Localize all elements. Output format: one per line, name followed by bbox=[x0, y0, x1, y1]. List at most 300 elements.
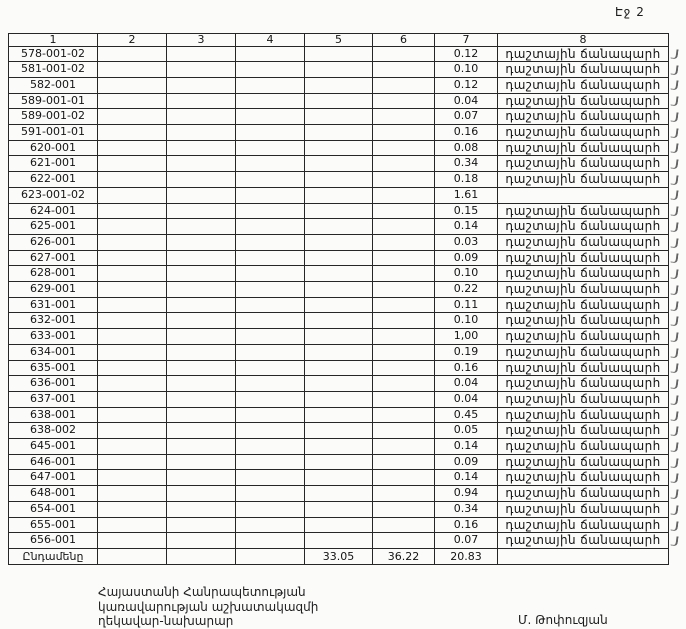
empty-cell bbox=[167, 266, 236, 282]
table-row bbox=[9, 454, 669, 470]
empty-cell bbox=[373, 423, 435, 439]
scan-edge-mark bbox=[670, 222, 678, 233]
land-type: դաշտային ճանապարհ bbox=[498, 156, 669, 172]
empty-cell bbox=[167, 329, 236, 345]
land-type: դաշտային ճանապարհ bbox=[498, 297, 669, 313]
table-row bbox=[9, 250, 669, 266]
empty-cell bbox=[305, 187, 373, 203]
land-type: դաշտային ճանապարհ bbox=[498, 77, 669, 93]
empty-cell bbox=[373, 140, 435, 156]
empty-cell bbox=[236, 266, 305, 282]
parcel-code: 635-001 bbox=[9, 360, 98, 376]
parcel-code: 621-001 bbox=[9, 156, 98, 172]
empty-cell bbox=[236, 297, 305, 313]
empty-cell bbox=[305, 486, 373, 502]
parcel-code: 634-001 bbox=[9, 344, 98, 360]
column-number-row bbox=[9, 34, 669, 47]
empty-cell bbox=[167, 533, 236, 549]
land-type: դաշտային ճանապարհ bbox=[498, 234, 669, 250]
empty-cell bbox=[167, 439, 236, 455]
area-value: 0.34 bbox=[435, 501, 498, 517]
empty-cell bbox=[236, 486, 305, 502]
scan-edge-mark bbox=[670, 284, 678, 295]
empty-cell bbox=[373, 360, 435, 376]
empty-cell bbox=[373, 266, 435, 282]
land-type: դաշտային ճանապարհ bbox=[498, 172, 669, 188]
signatory-title-line: կառավարության աշխատակազմի bbox=[98, 599, 319, 614]
scan-edge-artifacts bbox=[670, 47, 684, 567]
empty-cell bbox=[373, 156, 435, 172]
empty-cell bbox=[373, 234, 435, 250]
empty-cell bbox=[236, 234, 305, 250]
empty-cell bbox=[236, 172, 305, 188]
parcel-code: 647-001 bbox=[9, 470, 98, 486]
empty-cell bbox=[167, 156, 236, 172]
scan-edge-mark bbox=[670, 426, 678, 437]
empty-cell bbox=[305, 234, 373, 250]
empty-cell bbox=[98, 203, 167, 219]
table-row bbox=[9, 156, 669, 172]
table-row bbox=[9, 203, 669, 219]
scan-edge-mark bbox=[670, 504, 678, 515]
scan-edge-mark bbox=[670, 410, 678, 421]
area-value: 0.12 bbox=[435, 46, 498, 62]
table-row bbox=[9, 439, 669, 455]
empty-cell bbox=[305, 439, 373, 455]
empty-cell bbox=[373, 439, 435, 455]
empty-cell bbox=[98, 62, 167, 78]
parcel-code: 629-001 bbox=[9, 282, 98, 298]
land-type: դաշտային ճանապարհ bbox=[498, 391, 669, 407]
area-value: 0.03 bbox=[435, 234, 498, 250]
empty-cell bbox=[236, 46, 305, 62]
land-type: դաշտային ճանապարհ bbox=[498, 439, 669, 455]
scan-edge-mark bbox=[670, 442, 678, 453]
parcel-code: 632-001 bbox=[9, 313, 98, 329]
parcel-code: 655-001 bbox=[9, 517, 98, 533]
scan-edge-mark bbox=[670, 49, 678, 60]
parcel-code: 656-001 bbox=[9, 533, 98, 549]
land-type: դաշտային ճանապարհ bbox=[498, 360, 669, 376]
parcel-code: 646-001 bbox=[9, 454, 98, 470]
empty-cell bbox=[98, 391, 167, 407]
empty-cell bbox=[305, 376, 373, 392]
table-row bbox=[9, 470, 669, 486]
empty-cell bbox=[373, 533, 435, 549]
scan-edge-mark bbox=[670, 80, 678, 91]
empty-cell bbox=[167, 62, 236, 78]
empty-cell bbox=[167, 549, 236, 565]
parcel-code: 624-001 bbox=[9, 203, 98, 219]
empty-cell bbox=[305, 313, 373, 329]
scan-edge-mark bbox=[670, 159, 678, 170]
empty-cell bbox=[373, 329, 435, 345]
land-type: դաշտային ճանապարհ bbox=[498, 282, 669, 298]
area-value: 0.11 bbox=[435, 297, 498, 313]
scan-edge-mark bbox=[670, 457, 678, 468]
empty-cell bbox=[167, 109, 236, 125]
scan-edge-mark bbox=[670, 253, 678, 264]
empty-cell bbox=[305, 329, 373, 345]
parcel-code: 654-001 bbox=[9, 501, 98, 517]
table-row bbox=[9, 391, 669, 407]
table-row bbox=[9, 219, 669, 235]
scan-edge-mark bbox=[670, 520, 678, 531]
land-type bbox=[498, 187, 669, 203]
signatory-title-line: ղեկավար-նախարար bbox=[98, 614, 234, 628]
empty-cell bbox=[167, 297, 236, 313]
empty-cell bbox=[373, 77, 435, 93]
column-number-4: 4 bbox=[236, 34, 305, 47]
empty-cell bbox=[98, 172, 167, 188]
empty-cell bbox=[236, 156, 305, 172]
empty-cell bbox=[236, 203, 305, 219]
empty-cell bbox=[305, 93, 373, 109]
empty-cell bbox=[167, 46, 236, 62]
empty-cell bbox=[373, 454, 435, 470]
area-value: 1.61 bbox=[435, 187, 498, 203]
empty-cell bbox=[236, 125, 305, 141]
empty-cell bbox=[305, 454, 373, 470]
parcel-code: 589-001-02 bbox=[9, 109, 98, 125]
scan-edge-mark bbox=[670, 473, 678, 484]
land-type: դաշտային ճանապարհ bbox=[498, 313, 669, 329]
table-row bbox=[9, 407, 669, 423]
area-value: 0.04 bbox=[435, 93, 498, 109]
table-row bbox=[9, 140, 669, 156]
empty-cell bbox=[236, 549, 305, 565]
empty-cell bbox=[236, 470, 305, 486]
parcel-code: 625-001 bbox=[9, 219, 98, 235]
empty-cell bbox=[236, 376, 305, 392]
table-row bbox=[9, 297, 669, 313]
scan-edge-mark bbox=[670, 237, 678, 248]
empty-cell bbox=[98, 470, 167, 486]
table-row bbox=[9, 109, 669, 125]
scan-edge-mark bbox=[670, 332, 678, 343]
land-type: դաշտային ճանապարհ bbox=[498, 46, 669, 62]
empty-cell bbox=[373, 391, 435, 407]
empty-cell bbox=[98, 533, 167, 549]
area-value: 0.10 bbox=[435, 62, 498, 78]
empty-cell bbox=[98, 549, 167, 565]
empty-cell bbox=[167, 250, 236, 266]
area-value: 0.22 bbox=[435, 282, 498, 298]
scan-edge-mark bbox=[670, 96, 678, 107]
scan-edge-mark bbox=[670, 536, 678, 547]
scan-edge-mark bbox=[670, 174, 678, 185]
empty-cell bbox=[236, 219, 305, 235]
scan-edge-mark bbox=[670, 64, 678, 75]
land-type: դաշտային ճանապարհ bbox=[498, 266, 669, 282]
empty-cell bbox=[98, 454, 167, 470]
empty-cell bbox=[236, 187, 305, 203]
empty-cell bbox=[167, 423, 236, 439]
table-row bbox=[9, 125, 669, 141]
empty-cell bbox=[373, 250, 435, 266]
empty-cell bbox=[373, 172, 435, 188]
table-row bbox=[9, 266, 669, 282]
empty-cell bbox=[373, 219, 435, 235]
area-value: 0.10 bbox=[435, 313, 498, 329]
signatory-title-line: Հայաստանի Հանրապետության bbox=[98, 585, 306, 599]
area-value: 0.09 bbox=[435, 454, 498, 470]
table-row bbox=[9, 533, 669, 549]
parcel-code: 622-001 bbox=[9, 172, 98, 188]
parcel-code: 636-001 bbox=[9, 376, 98, 392]
empty-cell bbox=[236, 62, 305, 78]
parcel-code: 578-001-02 bbox=[9, 46, 98, 62]
land-type: դաշտային ճանապարհ bbox=[498, 125, 669, 141]
scan-edge-mark bbox=[670, 206, 678, 217]
parcel-code: 633-001 bbox=[9, 329, 98, 345]
empty-cell bbox=[98, 517, 167, 533]
area-value: 0.19 bbox=[435, 344, 498, 360]
signatory-title-block bbox=[98, 585, 318, 629]
area-value: 0.14 bbox=[435, 439, 498, 455]
land-type: դաշտային ճանապարհ bbox=[498, 219, 669, 235]
empty-cell bbox=[305, 344, 373, 360]
empty-cell bbox=[305, 46, 373, 62]
parcel-code: 637-001 bbox=[9, 391, 98, 407]
empty-cell bbox=[167, 203, 236, 219]
empty-cell bbox=[98, 109, 167, 125]
empty-cell bbox=[167, 77, 236, 93]
empty-cell bbox=[305, 360, 373, 376]
table-row bbox=[9, 172, 669, 188]
parcel-code: 628-001 bbox=[9, 266, 98, 282]
scan-edge-mark bbox=[670, 316, 678, 327]
area-value: 0.18 bbox=[435, 172, 498, 188]
empty-cell bbox=[98, 234, 167, 250]
empty-cell bbox=[236, 533, 305, 549]
empty-cell bbox=[236, 501, 305, 517]
empty-cell bbox=[98, 282, 167, 298]
table-row bbox=[9, 376, 669, 392]
land-type: դաշտային ճանապարհ bbox=[498, 109, 669, 125]
empty-cell bbox=[305, 470, 373, 486]
empty-cell bbox=[167, 407, 236, 423]
table-row bbox=[9, 77, 669, 93]
parcel-code: 638-001 bbox=[9, 407, 98, 423]
empty-cell bbox=[98, 501, 167, 517]
empty-cell bbox=[305, 297, 373, 313]
empty-cell bbox=[98, 77, 167, 93]
area-value: 0.14 bbox=[435, 219, 498, 235]
empty-cell bbox=[236, 517, 305, 533]
table-row bbox=[9, 93, 669, 109]
table-row bbox=[9, 517, 669, 533]
area-value: 0.07 bbox=[435, 109, 498, 125]
empty-cell bbox=[236, 344, 305, 360]
empty-cell bbox=[167, 219, 236, 235]
parcel-code: 648-001 bbox=[9, 486, 98, 502]
table-row bbox=[9, 282, 669, 298]
empty-cell bbox=[236, 140, 305, 156]
column-number-2: 2 bbox=[98, 34, 167, 47]
empty-cell bbox=[305, 109, 373, 125]
empty-cell bbox=[236, 329, 305, 345]
empty-cell bbox=[236, 423, 305, 439]
empty-cell bbox=[236, 360, 305, 376]
empty-cell bbox=[305, 140, 373, 156]
scan-edge-mark bbox=[670, 379, 678, 390]
total-label: Ընդամենը bbox=[9, 549, 98, 565]
area-value: 1,00 bbox=[435, 329, 498, 345]
empty-cell bbox=[305, 266, 373, 282]
empty-cell bbox=[98, 376, 167, 392]
area-value: 0.05 bbox=[435, 423, 498, 439]
area-value: 0.34 bbox=[435, 156, 498, 172]
area-value: 0.16 bbox=[435, 517, 498, 533]
empty-cell bbox=[305, 62, 373, 78]
table-row bbox=[9, 329, 669, 345]
empty-cell bbox=[305, 407, 373, 423]
land-type: դաշտային ճանապարհ bbox=[498, 250, 669, 266]
empty-cell bbox=[167, 376, 236, 392]
land-type: դաշտային ճանապարհ bbox=[498, 470, 669, 486]
empty-cell bbox=[98, 187, 167, 203]
empty-cell bbox=[98, 486, 167, 502]
empty-cell bbox=[98, 93, 167, 109]
scan-edge-mark bbox=[670, 394, 678, 405]
empty-cell bbox=[373, 203, 435, 219]
table-row bbox=[9, 423, 669, 439]
empty-cell bbox=[167, 501, 236, 517]
column-number-6: 6 bbox=[373, 34, 435, 47]
empty-cell bbox=[373, 407, 435, 423]
empty-cell bbox=[305, 203, 373, 219]
column-number-3: 3 bbox=[167, 34, 236, 47]
land-type: դաշտային ճանապարհ bbox=[498, 501, 669, 517]
empty-cell bbox=[373, 282, 435, 298]
empty-cell bbox=[305, 282, 373, 298]
area-value: 0.94 bbox=[435, 486, 498, 502]
empty-cell bbox=[167, 93, 236, 109]
table-row bbox=[9, 360, 669, 376]
empty-cell bbox=[167, 391, 236, 407]
scan-edge-mark bbox=[670, 347, 678, 358]
empty-cell bbox=[167, 344, 236, 360]
empty-cell bbox=[167, 360, 236, 376]
area-value: 0.45 bbox=[435, 407, 498, 423]
total-col5: 33.05 bbox=[305, 549, 373, 565]
empty-cell bbox=[373, 46, 435, 62]
area-value: 0.04 bbox=[435, 376, 498, 392]
signatory-name: Մ. Թոփուզյան bbox=[518, 613, 608, 627]
land-type: դաշտային ճանապարհ bbox=[498, 517, 669, 533]
land-type: դաշտային ճանապարհ bbox=[498, 344, 669, 360]
empty-cell bbox=[98, 423, 167, 439]
empty-cell bbox=[373, 313, 435, 329]
empty-cell bbox=[98, 266, 167, 282]
empty-cell bbox=[167, 313, 236, 329]
empty-cell bbox=[167, 234, 236, 250]
table-row bbox=[9, 501, 669, 517]
empty-cell bbox=[305, 423, 373, 439]
land-type: դաշտային ճանապարհ bbox=[498, 376, 669, 392]
scan-edge-mark bbox=[670, 300, 678, 311]
land-type: դաշտային ճանապարհ bbox=[498, 62, 669, 78]
empty-cell bbox=[167, 125, 236, 141]
empty-cell bbox=[373, 62, 435, 78]
parcel-code: 620-001 bbox=[9, 140, 98, 156]
parcel-code: 626-001 bbox=[9, 234, 98, 250]
land-type: դաշտային ճանապարհ bbox=[498, 407, 669, 423]
scan-edge-mark bbox=[670, 127, 678, 138]
page-number: Էջ 2 bbox=[615, 5, 645, 19]
column-number-8: 8 bbox=[498, 34, 669, 47]
empty-cell bbox=[98, 407, 167, 423]
empty-cell bbox=[373, 109, 435, 125]
parcel-code: 591-001-01 bbox=[9, 125, 98, 141]
empty-cell bbox=[236, 77, 305, 93]
empty-cell bbox=[98, 125, 167, 141]
parcel-code: 631-001 bbox=[9, 297, 98, 313]
empty-cell bbox=[236, 250, 305, 266]
empty-cell bbox=[236, 454, 305, 470]
table-row bbox=[9, 234, 669, 250]
empty-cell bbox=[98, 313, 167, 329]
parcel-code: 582-001 bbox=[9, 77, 98, 93]
area-value: 0.10 bbox=[435, 266, 498, 282]
area-value: 0.08 bbox=[435, 140, 498, 156]
empty-cell bbox=[373, 344, 435, 360]
land-type: դաշտային ճանապարհ bbox=[498, 454, 669, 470]
area-value: 0.07 bbox=[435, 533, 498, 549]
scan-edge-mark bbox=[670, 111, 678, 122]
empty-cell bbox=[373, 187, 435, 203]
land-parcel-table bbox=[8, 33, 669, 565]
empty-cell bbox=[373, 376, 435, 392]
scan-edge-mark bbox=[670, 489, 678, 500]
column-number-7: 7 bbox=[435, 34, 498, 47]
scan-edge-mark bbox=[670, 190, 678, 201]
land-type: դաշտային ճանապարհ bbox=[498, 533, 669, 549]
empty-cell bbox=[98, 250, 167, 266]
parcel-code: 581-001-02 bbox=[9, 62, 98, 78]
column-number-1: 1 bbox=[9, 34, 98, 47]
empty-cell bbox=[167, 454, 236, 470]
empty-cell bbox=[167, 517, 236, 533]
empty-cell bbox=[373, 517, 435, 533]
table-row bbox=[9, 62, 669, 78]
scan-edge-mark bbox=[670, 143, 678, 154]
empty-cell bbox=[305, 501, 373, 517]
empty-cell bbox=[167, 140, 236, 156]
empty-cell bbox=[167, 486, 236, 502]
area-value: 0.04 bbox=[435, 391, 498, 407]
table-row bbox=[9, 46, 669, 62]
empty-cell bbox=[236, 282, 305, 298]
land-type: դաշտային ճանապարհ bbox=[498, 140, 669, 156]
table-row bbox=[9, 344, 669, 360]
parcel-code: 589-001-01 bbox=[9, 93, 98, 109]
empty-cell bbox=[98, 329, 167, 345]
table-row bbox=[9, 187, 669, 203]
empty-cell bbox=[373, 470, 435, 486]
empty-cell bbox=[236, 109, 305, 125]
table-row bbox=[9, 313, 669, 329]
empty-cell bbox=[373, 125, 435, 141]
parcel-code: 627-001 bbox=[9, 250, 98, 266]
empty-cell bbox=[305, 250, 373, 266]
area-value: 0.15 bbox=[435, 203, 498, 219]
empty-cell bbox=[98, 156, 167, 172]
empty-cell bbox=[167, 282, 236, 298]
table-row bbox=[9, 486, 669, 502]
empty-cell bbox=[373, 501, 435, 517]
